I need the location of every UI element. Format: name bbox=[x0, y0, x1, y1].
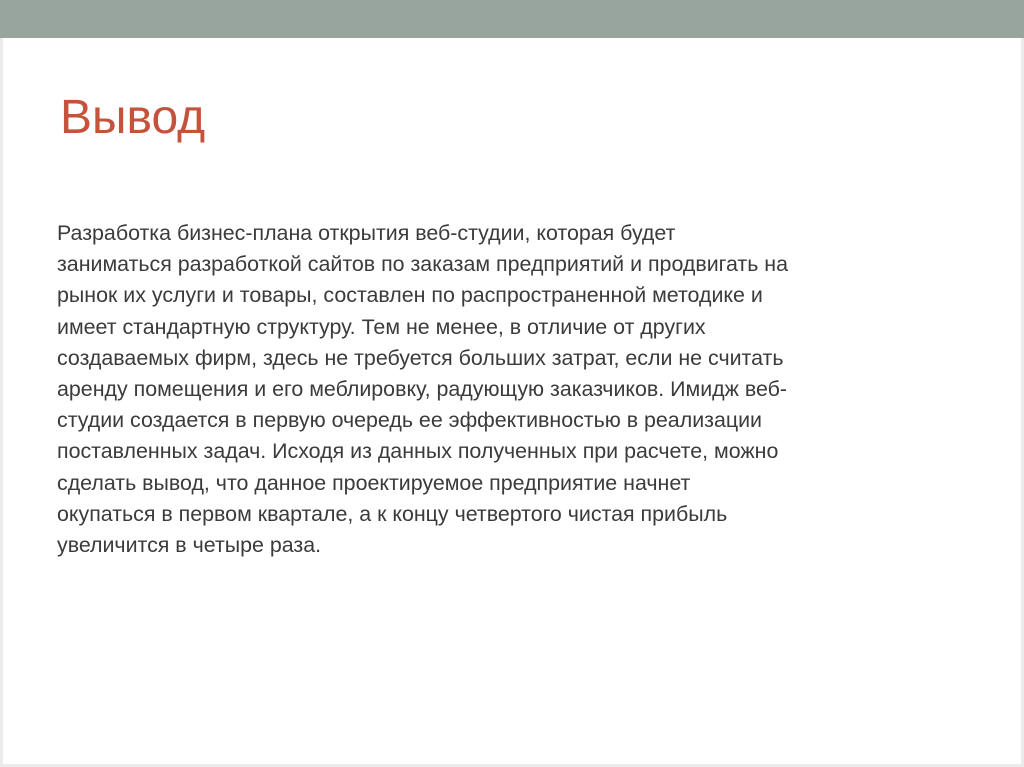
top-accent-bar bbox=[0, 0, 1024, 38]
slide-title: Вывод bbox=[60, 91, 206, 144]
body-line: заниматься разработкой сайтов по заказам предприятий и продвигать на bbox=[57, 252, 789, 277]
body-line: аренду помещения и его меблировку, радующую заказчиков. Имидж веб- bbox=[57, 377, 788, 402]
body-line: сделать вывод, что данное проектируемое предприятие начнет bbox=[57, 470, 691, 495]
left-frame-edge bbox=[0, 38, 3, 767]
body-line: студии создается в первую очередь ее эффективностью в реализации bbox=[57, 408, 762, 433]
body-line: рынок их услуги и товары, составлен по распространенной методике и bbox=[57, 283, 763, 308]
body-line: Разработка бизнес-плана открытия веб-студии, которая будет bbox=[57, 221, 676, 245]
body-line: увеличится в четыре раза. bbox=[57, 533, 322, 558]
body-line: имеет стандартную структуру. Тем не менее, в отличие от других bbox=[57, 314, 706, 339]
body-line: создаваемых фирм, здесь не требуется больших затрат, если не считать bbox=[57, 345, 784, 370]
body-line: окупаться в первом квартале, а к концу четвертого чистая прибыль bbox=[57, 501, 728, 526]
body-line: поставленных задач. Исходя из данных полученных при расчете, можно bbox=[57, 439, 779, 464]
slide-body-text bbox=[57, 218, 962, 561]
